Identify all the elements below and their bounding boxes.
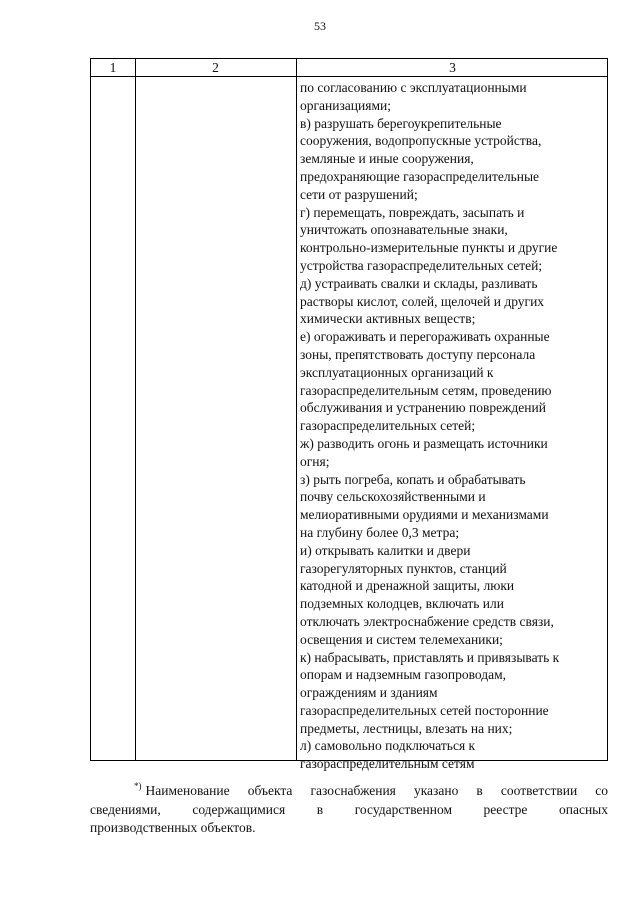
table-text-line: освещения и систем телемеханики;	[300, 631, 503, 647]
table-text-line: организациями;	[300, 97, 391, 113]
table-text-line: ж) разводить огонь и размещать источники	[300, 435, 548, 451]
table-text-line: з) рыть погреба, копать и обрабатывать	[300, 471, 526, 487]
table-text-line: сети от разрушений;	[300, 186, 418, 202]
table-text-line: д) устраивать свалки и склады, разливать	[300, 275, 538, 291]
table-text-line: опорам и надземным газопроводам,	[300, 667, 506, 683]
table-text-line: газорегуляторных пунктов, станций	[300, 560, 507, 576]
column-divider	[296, 59, 297, 760]
table-text-line: зоны, препятствовать доступу персонала	[300, 346, 536, 362]
column-header-3: 3	[449, 60, 456, 75]
table-text-line: сооружения, водопропускные устройства,	[300, 133, 542, 149]
table-text-line: растворы кислот, солей, щелочей и других	[300, 293, 545, 309]
table-text-line: в) разрушать берегоукрепительные	[300, 115, 502, 131]
table-text-line: г) перемещать, повреждать, засыпать и	[300, 204, 525, 220]
table-text-line: газораспределительных сетей посторонние	[300, 702, 549, 718]
column-header-1: 1	[109, 60, 117, 75]
document-table	[90, 58, 608, 772]
footnote-line: сведениями, содержащимися в государственном реестре опасных	[90, 801, 608, 817]
footnote	[90, 777, 608, 838]
table-text-line: газораспределительным сетям, проведению	[300, 382, 552, 398]
table-text-line: к) набрасывать, приставлять и привязывать к	[300, 649, 560, 665]
table-text-line: предохраняющие газораспределительные	[300, 168, 540, 184]
table-text-line: отключать электроснабжение средств связи,	[300, 613, 554, 629]
table-text-line: мелиоративными орудиями и механизмами	[300, 507, 549, 523]
page-number: 53	[314, 19, 326, 33]
table-text-line: обслуживания и устранению повреждений	[300, 400, 546, 416]
header-divider	[91, 76, 607, 77]
table-text-line: катодной и дренажной защиты, люки	[300, 578, 515, 594]
table-text-line: по согласованию с эксплуатационными	[300, 80, 527, 95]
table-text-line: л) самовольно подключаться к	[300, 738, 476, 754]
column-3-content	[300, 79, 606, 773]
table-text-line: химически активных веществ;	[300, 311, 476, 327]
table-text-line: уничтожать опознавательные знаки,	[300, 222, 508, 238]
table-text-line: контрольно-измерительные пункты и другие	[300, 240, 558, 256]
table-text-line: земляные и иные сооружения,	[300, 151, 474, 167]
footnote-line	[90, 777, 608, 801]
table-text-line: газораспределительным сетям	[300, 756, 475, 772]
table-text-line: ограждениям и зданиям	[300, 685, 438, 701]
table-text-line: е) огораживать и перегораживать охранные	[300, 329, 550, 345]
table-text-line: устройства газораспределительных сетей;	[300, 257, 543, 273]
table-text-line: газораспределительных сетей;	[300, 418, 476, 434]
table-text-line: на глубину более 0,3 метра;	[300, 524, 460, 540]
table-text-line: подземных колодцев, включать или	[300, 596, 504, 612]
footnote-line: производственных объектов.	[90, 820, 256, 836]
table-text-line: почву сельскохозяйственными и	[300, 489, 486, 505]
footnote-text: Наименование объекта газоснабжения указано в соответствии со	[145, 783, 608, 798]
table-text-line: огня;	[300, 453, 330, 469]
table-text-line: эксплуатационных организаций к	[300, 364, 494, 380]
column-divider	[135, 59, 136, 760]
column-header-2: 2	[212, 60, 219, 75]
footnote-marker: *)	[134, 781, 142, 791]
table-text-line: предметы, лестницы, влезать на них;	[300, 720, 513, 736]
table-text-line: и) открывать калитки и двери	[300, 542, 471, 558]
